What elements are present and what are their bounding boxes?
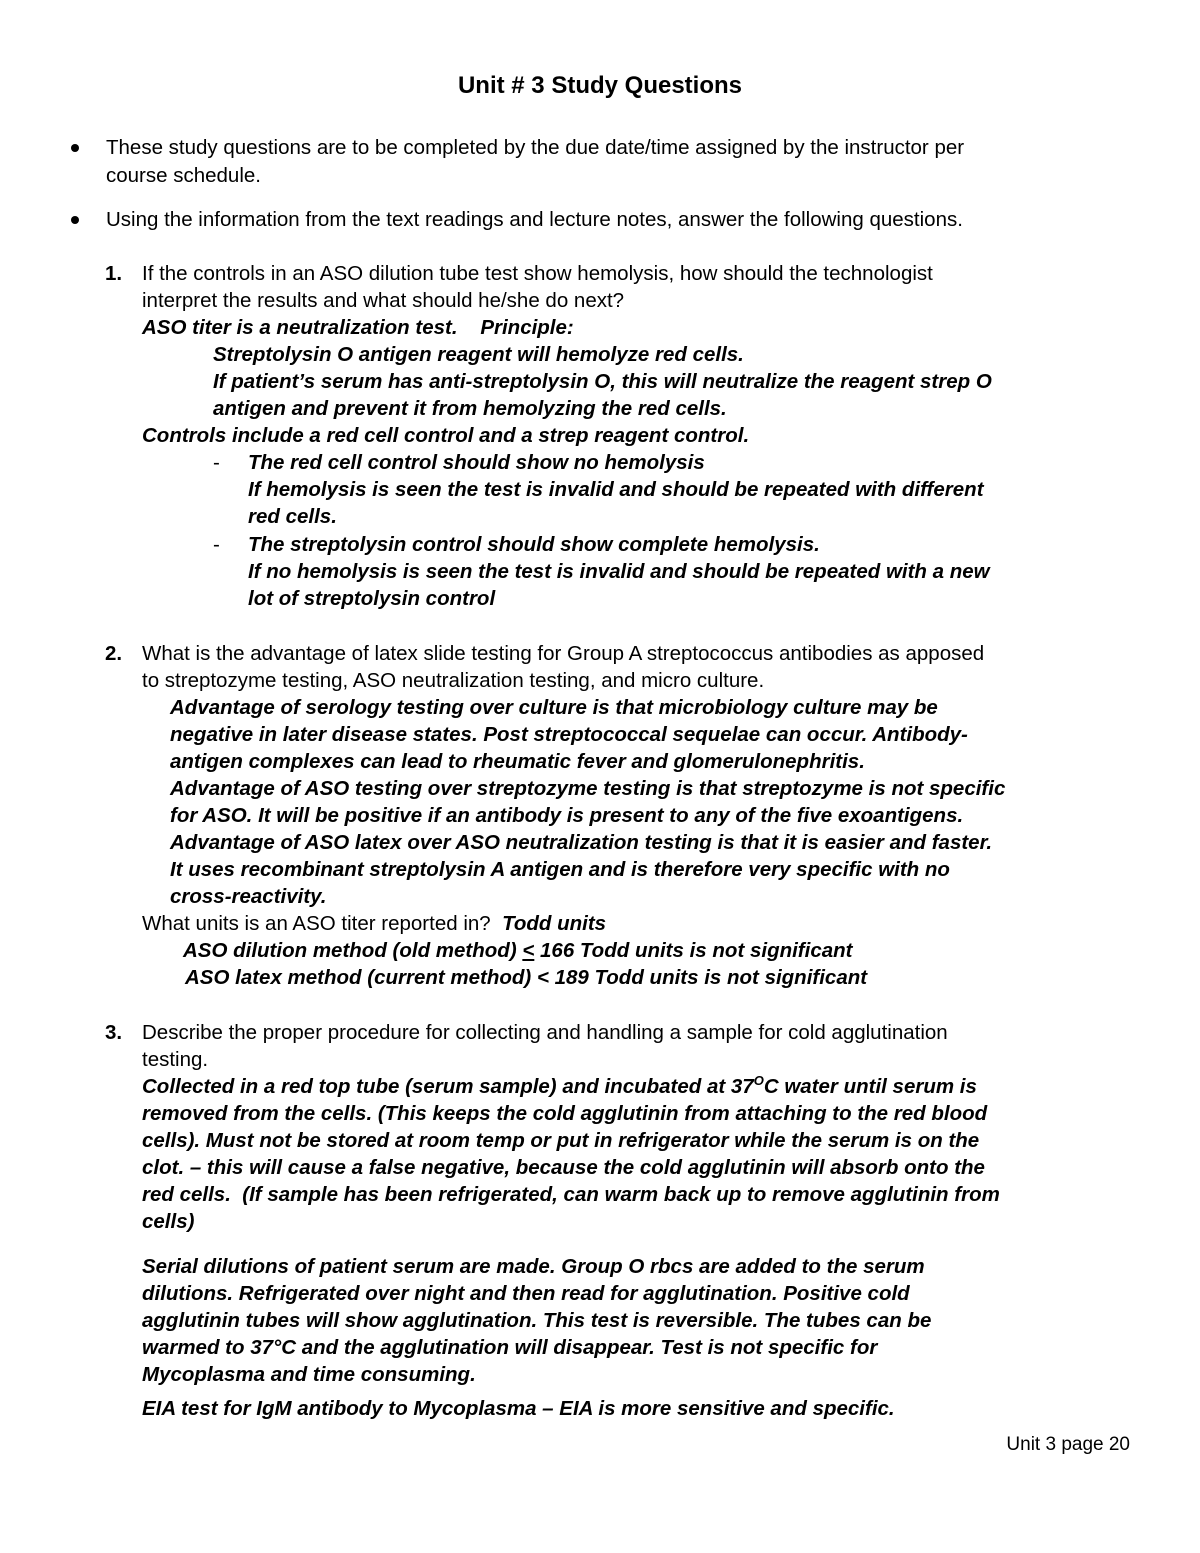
question-text: Describe the proper procedure for collecting and handling a sample for cold agglutination (142, 1021, 948, 1044)
answer-text: It uses recombinant streptolysin A antigen and is therefore very specific with no (170, 858, 950, 881)
answer-text: The streptolysin control should show complete hemolysis. (248, 533, 820, 556)
list-dash: - (213, 451, 220, 474)
latex-method-line: ASO latex method (current method) < 189 Todd units is not significant (185, 966, 868, 989)
answer-text: Advantage of serology testing over culture is that microbiology culture may be (170, 696, 938, 719)
answer-text: Advantage of ASO latex over ASO neutralization testing is that it is easier and faster. (170, 831, 993, 854)
answer-text: If no hemolysis is seen the test is invalid and should be repeated with a new (248, 560, 990, 583)
answer-text: clot. – this will cause a false negative, because the cold agglutinin will absorb onto the (142, 1156, 985, 1179)
question-number: 3. (105, 1021, 123, 1044)
answer-text: dilutions. Refrigerated over night and then read for agglutination. Positive cold (142, 1282, 910, 1305)
list-dash: - (213, 533, 220, 556)
answer-text: Controls include a red cell control and a strep reagent control. (142, 424, 750, 447)
answer-text: If hemolysis is seen the test is invalid and should be repeated with different (248, 478, 984, 501)
dilution-method-line (183, 937, 852, 964)
question-text: If the controls in an ASO dilution tube test show hemolysis, how should the technologist (142, 262, 933, 285)
answer-text: red cells. (If sample has been refrigerated, can warm back up to remove agglutinin from (142, 1183, 1000, 1206)
answer-text: agglutinin tubes will show agglutination. This test is reversible. The tubes can be (142, 1309, 932, 1332)
bullet-dot (71, 144, 79, 152)
answer-text: Advantage of ASO testing over streptozyme testing is that streptozyme is not specific (170, 777, 1006, 800)
answer-text: negative in later disease states. Post streptococcal sequelae can occur. Antibody- (170, 723, 968, 746)
page-title: Unit # 3 Study Questions (457, 72, 743, 99)
bullet-text: These study questions are to be completed by the due date/time assigned by the instructor per (106, 136, 965, 159)
bullet-text: Using the information from the text readings and lecture notes, answer the following questions. (106, 208, 963, 231)
answer-text: C water until serum is (763, 1075, 977, 1098)
units-question: What units is an ASO titer reported in? (142, 912, 491, 935)
dilution-text: 166 Todd units is not significant (534, 939, 853, 962)
answer-text: red cells. (248, 505, 337, 528)
degree-superscript: O (753, 1073, 764, 1089)
answer-text: Streptolysin O antigen reagent will hemolyze red cells. (213, 343, 744, 366)
question-number: 2. (105, 642, 123, 665)
answer-text: The red cell control should show no hemolysis (248, 451, 705, 474)
dilution-text: ASO dilution method (old method) (183, 939, 523, 962)
answer-text: Serial dilutions of patient serum are made. Group O rbcs are added to the serum (142, 1255, 925, 1278)
answer-text: Collected in a red top tube (serum sample) and incubated at 37 (142, 1075, 754, 1098)
answer-text: lot of streptolysin control (248, 587, 496, 610)
answer-text: EIA test for IgM antibody to Mycoplasma – EIA is more sensitive and specific. (142, 1397, 895, 1420)
answer-text (142, 1073, 977, 1100)
answer-text: for ASO. It will be positive if an antibody is present to any of the five exoantigens. (170, 804, 964, 827)
answer-text: cross-reactivity. (170, 885, 327, 908)
answer-text: Mycoplasma and time consuming. (142, 1363, 476, 1386)
page-footer: Unit 3 page 20 (1006, 1434, 1130, 1455)
answer-text: If patient’s serum has anti-streptolysin O, this will neutralize the reagent strep O (213, 370, 992, 393)
answer-text: antigen and prevent it from hemolyzing the red cells. (213, 397, 727, 420)
bullet-text: course schedule. (106, 164, 261, 187)
answer-text: ASO titer is a neutralization test. Principle: (142, 316, 574, 339)
answer-text: antigen complexes can lead to rheumatic fever and glomerulonephritis. (170, 750, 865, 773)
question-text: interpret the results and what should he/she do next? (142, 289, 625, 312)
answer-text: cells). Must not be stored at room temp or put in refrigerator while the serum is on the (142, 1129, 980, 1152)
units-answer: Todd units (502, 912, 607, 935)
answer-text: cells) (142, 1210, 195, 1233)
answer-text: removed from the cells. (This keeps the cold agglutinin from attaching to the red blood (142, 1102, 988, 1125)
bullet-dot (71, 216, 79, 224)
units-line (142, 910, 606, 937)
question-number: 1. (105, 262, 123, 285)
question-text: What is the advantage of latex slide testing for Group A streptococcus antibodies as apposed (142, 642, 985, 665)
lte-symbol: < (522, 939, 535, 962)
question-text: testing. (142, 1048, 209, 1071)
answer-text: warmed to 37°C and the agglutination will disappear. Test is not specific for (142, 1336, 878, 1359)
question-text: to streptozyme testing, ASO neutralization testing, and micro culture. (142, 669, 765, 692)
